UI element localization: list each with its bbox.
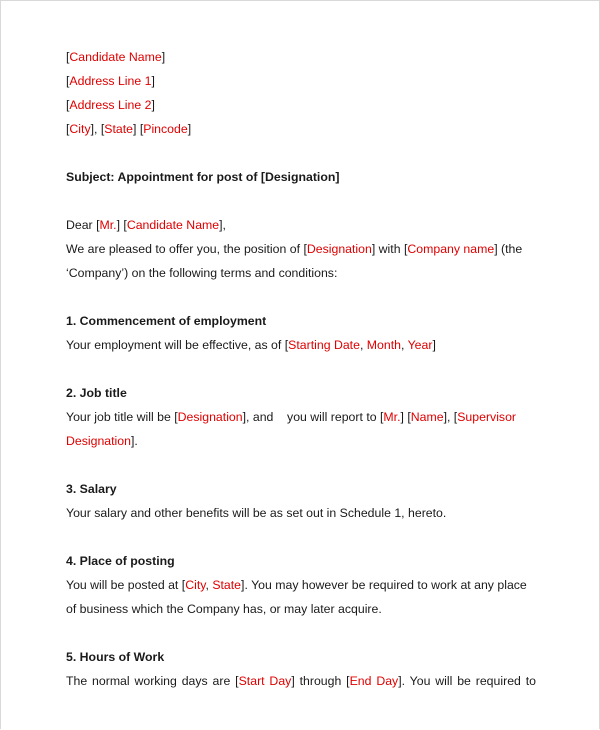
placeholder-company-name: Company name	[407, 242, 495, 256]
section-body: The normal working days are [Start Day] through [End Day]. You will be required to	[66, 674, 536, 688]
section-heading: 2. Job title	[66, 386, 127, 400]
section-body: Your employment will be effective, as of [Starting Date, Month, Year]	[66, 338, 436, 352]
section-text: , and you will report to	[246, 410, 377, 424]
section-text: through	[299, 674, 342, 688]
placeholder-month: Month	[366, 338, 401, 352]
placeholder-supervisor-designation: Designation	[66, 434, 131, 448]
placeholder-title: Mr.	[99, 218, 117, 232]
placeholder-name: Name	[410, 410, 444, 424]
address-line-2: [Address Line 2]	[66, 98, 155, 112]
section-text: Your employment will be effective, as of	[66, 338, 282, 352]
section-text: . You may however be required to work at any place	[244, 578, 527, 592]
section-heading: 4. Place of posting	[66, 554, 175, 568]
appointment-letter	[66, 45, 536, 693]
intro-text: with	[378, 242, 401, 256]
placeholder-start-day: Start Day	[238, 674, 292, 688]
placeholder-designation: Designation	[177, 410, 243, 424]
intro-line-2: ‘Company’) on the following terms and conditions:	[66, 266, 338, 280]
section-text: . You will be required to	[401, 674, 536, 688]
section-body-continued: Designation].	[66, 434, 138, 448]
section-body: Your salary and other benefits will be as set out in Schedule 1, hereto.	[66, 506, 447, 520]
placeholder-address-line-2: Address Line 2	[69, 98, 152, 112]
placeholder-year: Year	[407, 338, 433, 352]
salutation: Dear [Mr.] [Candidate Name],	[66, 218, 226, 232]
section-heading: 1. Commencement of employment	[66, 314, 267, 328]
section-heading: 5. Hours of Work	[66, 650, 165, 664]
section-heading: 3. Salary	[66, 482, 117, 496]
address-candidate-name: [Candidate Name]	[66, 50, 166, 64]
placeholder-address-line-1: Address Line 1	[69, 74, 152, 88]
placeholder-city: City	[185, 578, 206, 592]
section-text: Your job title will be	[66, 410, 171, 424]
placeholder-candidate-name: Candidate Name	[126, 218, 220, 232]
subject-line: Subject: Appointment for post of [Designation]	[66, 170, 340, 184]
placeholder-state: State	[104, 122, 133, 136]
placeholder-designation: Designation	[306, 242, 372, 256]
section-body: You will be posted at [City, State]. You may however be required to work at any place	[66, 578, 527, 592]
section-text: The normal working days are	[66, 674, 231, 688]
section-body: Your job title will be [Designation], and you will report to [Mr.] [Name], [Supervisor	[66, 410, 517, 424]
placeholder-city: City	[69, 122, 91, 136]
placeholder-supervisor: Supervisor	[457, 410, 517, 424]
intro-text: We are pleased to offer you, the position of	[66, 242, 301, 256]
address-city-state-pincode: [City], [State] [Pincode]	[66, 122, 192, 136]
salutation-prefix: Dear	[66, 218, 93, 232]
intro-text: (the	[501, 242, 523, 256]
placeholder-starting-date: Starting Date	[288, 338, 360, 352]
placeholder-state: State	[212, 578, 242, 592]
placeholder-candidate-name: Candidate Name	[69, 50, 162, 64]
placeholder-title: Mr.	[383, 410, 401, 424]
section-text: You will be posted at	[66, 578, 179, 592]
placeholder-pincode: Pincode	[143, 122, 188, 136]
placeholder-end-day: End Day	[349, 674, 399, 688]
section-body-continued: of business which the Company has, or may later acquire.	[66, 602, 382, 616]
intro-line-1: We are pleased to offer you, the position of [Designation] with [Company name] (the	[66, 242, 523, 256]
address-line-1: [Address Line 1]	[66, 74, 155, 88]
